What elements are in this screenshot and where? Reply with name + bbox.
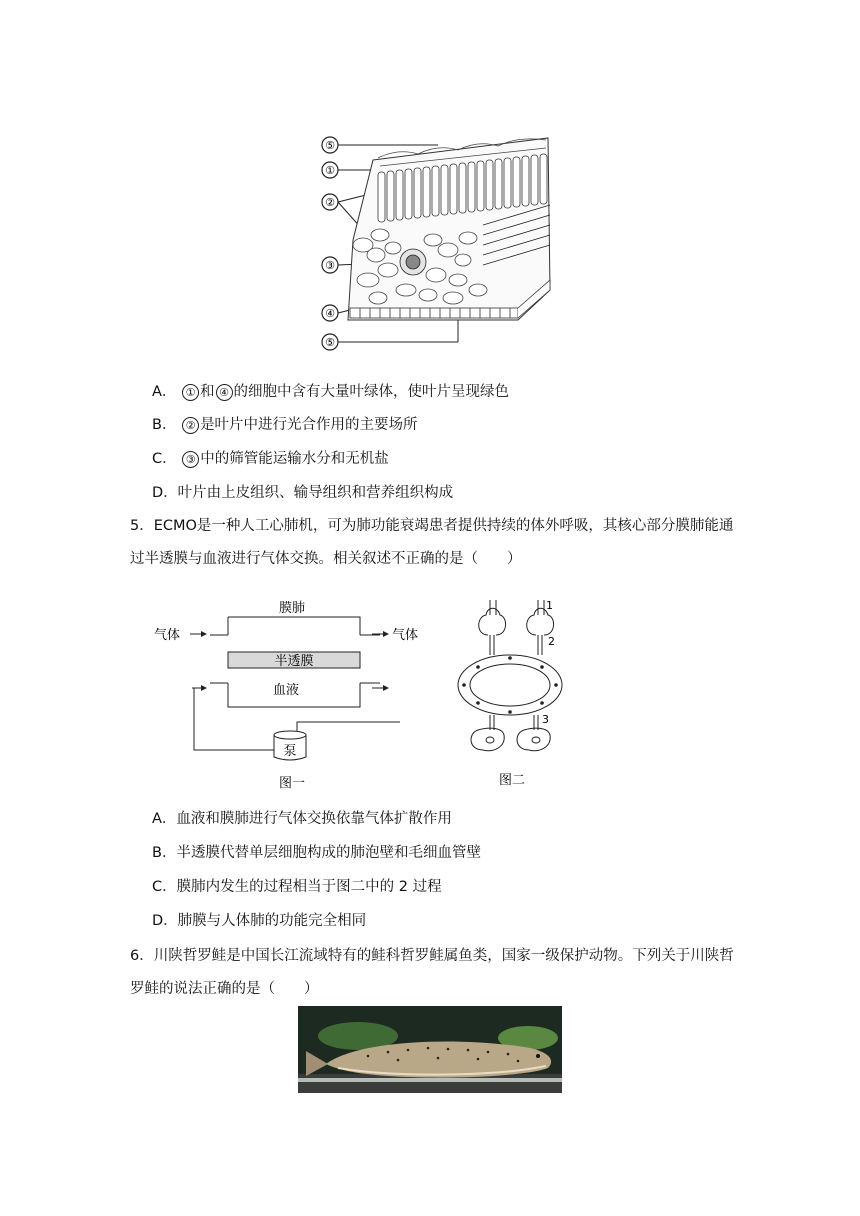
process-label-3: 3 bbox=[542, 713, 549, 726]
svg-text:泵: 泵 bbox=[283, 744, 297, 759]
q4-option-c[interactable]: C． ③ 中的筛管能运输水分和无机盐 bbox=[152, 451, 389, 467]
q4-option-d[interactable]: D．叶片由上皮组织、输导组织和营养组织构成 bbox=[152, 485, 454, 501]
svg-text:⑤: ⑤ bbox=[325, 139, 335, 152]
membrane-lung-title: 膜肺 bbox=[278, 601, 306, 616]
gas-outlet-label: 气体 bbox=[392, 628, 419, 643]
svg-text:④: ④ bbox=[325, 307, 335, 320]
svg-text:⑤: ⑤ bbox=[325, 336, 335, 349]
q5-option-b[interactable]: B．半透膜代替单层细胞构成的肺泡壁和毛细血管壁 bbox=[152, 845, 481, 861]
figure-2-caption: 图二 bbox=[498, 773, 526, 788]
circled-numeral: ④ bbox=[216, 384, 233, 401]
svg-text:③: ③ bbox=[325, 259, 335, 272]
q5-option-a[interactable]: A．血液和膜肺进行气体交换依靠气体扩散作用 bbox=[152, 811, 452, 827]
gas-inlet-label: 气体 bbox=[154, 628, 181, 643]
q4-option-b[interactable]: B． ② 是叶片中进行光合作用的主要场所 bbox=[152, 417, 418, 433]
q5-option-c[interactable]: C．膜肺内发生的过程相当于图二中的 2 过程 bbox=[152, 879, 442, 895]
q5-stem: 5．ECMO是一种人工心肺机，可为肺功能衰竭患者提供持续的体外呼吸，其核心部分膜肺能通过半透膜与血液进行气体交换。相关叙述不正确的是（ ） bbox=[130, 518, 734, 567]
process-label-1: 1 bbox=[546, 599, 553, 612]
ecmo-diagram-figure-1 bbox=[150, 595, 420, 795]
q4-option-a[interactable]: A． ① 和 ④ 的细胞中含有大量叶绿体，使叶片呈现绿色 bbox=[152, 384, 510, 400]
svg-text:①: ① bbox=[325, 164, 335, 177]
circled-numeral: ③ bbox=[182, 451, 199, 468]
process-label-2: 2 bbox=[548, 635, 555, 648]
circled-numeral: ① bbox=[182, 384, 199, 401]
leaf-cross-section-figure bbox=[318, 130, 568, 355]
circled-numeral: ② bbox=[182, 417, 199, 434]
leaf-label-5-top bbox=[322, 137, 438, 153]
q5-option-d[interactable]: D．肺膜与人体肺的功能完全相同 bbox=[152, 913, 367, 929]
q6-stem: 6．川陕哲罗鲑是中国长江流域特有的鲑科哲罗鲑属鱼类，国家一级保护动物。下列关于川陕哲罗鲑的说法正确的是（ ） bbox=[130, 948, 734, 997]
svg-text:②: ② bbox=[325, 196, 335, 209]
circulation-diagram-figure-2 bbox=[448, 595, 578, 795]
fish-photo bbox=[298, 1006, 562, 1093]
blood-label: 血液 bbox=[272, 683, 300, 698]
figure-1-caption: 图一 bbox=[278, 776, 306, 791]
leaf-label-5-bottom bbox=[322, 320, 458, 350]
svg-text:半透膜: 半透膜 bbox=[274, 654, 314, 669]
